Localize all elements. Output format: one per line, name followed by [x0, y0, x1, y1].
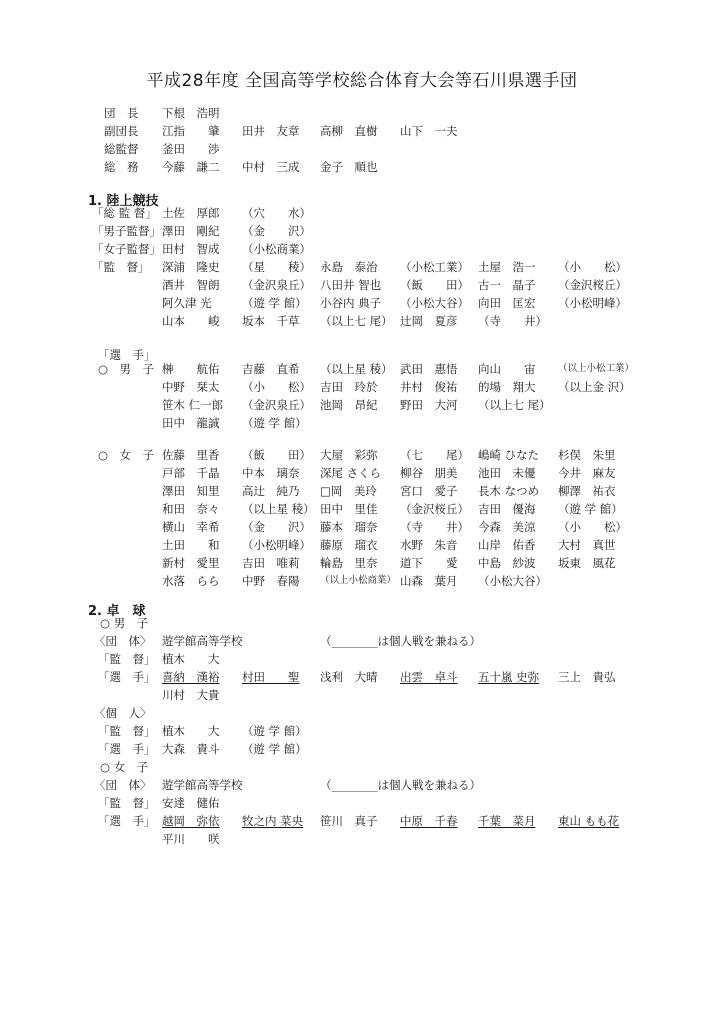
officer-role: 副団長 [104, 124, 139, 138]
roster-entry: （小松商業） [242, 242, 311, 256]
officer-name: 山下 一夫 [400, 124, 458, 138]
roster-entry: 長木 なつめ [478, 484, 540, 498]
coach-name: 植木 大 [162, 652, 220, 666]
player-name: 三上 貴弘 [558, 670, 616, 684]
team-school: 遊学館高等学校 [162, 778, 243, 792]
roster-entry: 笹木 仁一郎 [162, 398, 224, 412]
roster-entry: 的場 翔大 [478, 380, 536, 394]
player-name: 川村 大貴 [162, 688, 220, 702]
team-note: （________は個人戦を兼ねる） [320, 778, 481, 792]
roster-entry: 大村 真世 [558, 538, 616, 552]
roster-entry: 吉田 玲於 [320, 380, 378, 394]
coach-label: 「監 督」 [98, 652, 156, 666]
row-label: 「監 督」 [92, 260, 150, 274]
players-label: 「選 手」 [98, 348, 156, 362]
section-title-table-tennis: 2. 卓 球 [88, 604, 146, 619]
roster-entry: 輪島 里奈 [320, 556, 378, 570]
roster-entry: 吉藤 直希 [242, 362, 300, 376]
player-name: 五十嵐 史弥 [478, 670, 540, 684]
officer-name: 江指 肇 [162, 124, 220, 138]
player-name: 中原 千春 [400, 814, 458, 828]
roster-entry: 阿久津 光 [162, 296, 212, 310]
roster-entry: 吉田 唯莉 [242, 556, 300, 570]
player-name: 出雲 卓斗 [400, 670, 458, 684]
row-label: 「男子監督」 [92, 224, 161, 238]
coach-label: 「監 督」 [98, 724, 156, 738]
roster-entry: 高辻 純乃 [242, 484, 300, 498]
roster-entry: （飯 田） [242, 448, 311, 462]
roster-entry: （小 松） [558, 260, 627, 274]
coach-label: 「監 督」 [98, 796, 156, 810]
roster-entry: （小松明峰） [558, 296, 627, 310]
roster-entry: 田中 龍誠 [162, 416, 220, 430]
player-name: 大森 貴斗 [162, 742, 220, 756]
officer-name: 高柳 直樹 [320, 124, 378, 138]
roster-entry: 中本 璃奈 [242, 466, 300, 480]
coach-name: 植木 大 [162, 724, 220, 738]
officer-name: 下根 浩明 [162, 106, 220, 120]
player-name: 平川 咲 [162, 832, 220, 846]
team-label: 〈団 体〉 [94, 778, 152, 792]
roster-entry: 道下 愛 [400, 556, 458, 570]
roster-entry: （小松工業） [400, 260, 469, 274]
roster-entry: 永島 泰治 [320, 260, 378, 274]
player-name: 笹川 真子 [320, 814, 378, 828]
roster-entry: 辻岡 夏彦 [400, 314, 458, 328]
row-label: 「女子監督」 [92, 242, 161, 256]
row-label: ○ 女 子 [98, 448, 155, 462]
players-label: 「選 手」 [98, 670, 156, 684]
roster-entry: （以上七 尾） [478, 398, 551, 412]
roster-entry: （小松大谷） [478, 574, 547, 588]
roster-entry: 向山 宙 [478, 362, 536, 376]
row-label: ○ 男 子 [98, 362, 155, 376]
roster-entry: 池田 未優 [478, 466, 536, 480]
roster-entry: （以上金 沢） [558, 380, 631, 394]
players-label: 「選 手」 [98, 742, 156, 756]
section-title-athletics: 1. 陸上競技 [88, 194, 159, 209]
roster-entry: 佐藤 里香 [162, 448, 220, 462]
team-school: 遊学館高等学校 [162, 634, 243, 648]
tt-women-label: ○ 女 子 [100, 760, 149, 774]
officer-name: 金子 順也 [320, 160, 378, 174]
roster-entry: 八田井 智也 [320, 278, 382, 292]
roster-entry: 杉俣 朱里 [558, 448, 616, 462]
roster-entry: 小谷内 典子 [320, 296, 382, 310]
roster-entry: （小 松） [242, 380, 311, 394]
roster-entry: 向田 匡宏 [478, 296, 536, 310]
roster-entry: （以上七 尾） [320, 314, 393, 328]
roster-entry: 新村 愛里 [162, 556, 220, 570]
roster-entry: 山岸 佑香 [478, 538, 536, 552]
team-label: 〈団 体〉 [94, 634, 152, 648]
roster-entry: （遊 学 館） [558, 502, 623, 516]
roster-entry: 藤本 瑠奈 [320, 520, 378, 534]
roster-entry: （飯 田） [400, 278, 469, 292]
tt-men-label: ○ 男 子 [100, 616, 149, 630]
officer-role: 総 務 [104, 160, 139, 174]
roster-entry: 坂本 千草 [242, 314, 300, 328]
player-name: 牧之内 菜央 [242, 814, 304, 828]
roster-entry: 水落 らら [162, 574, 220, 588]
roster-entry: 嶋崎 ひなた [478, 448, 540, 462]
roster-entry: （金沢泉丘） [242, 278, 311, 292]
roster-entry: 土田 和 [162, 538, 220, 552]
roster-entry: （寺 井） [400, 520, 469, 534]
roster-entry: □岡 美玲 [320, 484, 377, 498]
roster-entry: （金沢桜丘） [400, 502, 469, 516]
roster-entry: （小松大谷） [400, 296, 469, 310]
roster-entry: （星 稜） [242, 260, 311, 274]
roster-entry: 中野 栞太 [162, 380, 220, 394]
roster-entry: 澤田 知里 [162, 484, 220, 498]
roster-entry: 和田 奈々 [162, 502, 220, 516]
officer-role: 団 長 [104, 106, 139, 120]
roster-entry: 宮口 愛子 [400, 484, 458, 498]
officer-role: 総監督 [104, 142, 139, 156]
roster-entry: （金 沢） [242, 520, 311, 534]
officer-name: 中村 三成 [242, 160, 300, 174]
roster-entry: 藤原 瑠衣 [320, 538, 378, 552]
roster-entry: （遊 学 館） [242, 296, 307, 310]
officer-name: 田井 友章 [242, 124, 300, 138]
officer-name: 釜田 渉 [162, 142, 220, 156]
roster-entry: 山森 葉月 [400, 574, 458, 588]
players-label: 「選 手」 [98, 814, 156, 828]
player-name: 喜納 漢裕 [162, 670, 220, 684]
roster-entry: 山本 峻 [162, 314, 220, 328]
player-name: 越岡 弥依 [162, 814, 220, 828]
roster-entry: 吉田 優海 [478, 502, 536, 516]
roster-entry: 大屋 彩弥 [320, 448, 378, 462]
roster-entry: （小松明峰） [242, 538, 311, 552]
coach-name: 安達 健佑 [162, 796, 220, 810]
roster-entry: 横山 幸希 [162, 520, 220, 534]
roster-entry: 野田 大河 [400, 398, 458, 412]
roster-entry: 榊 航佑 [162, 362, 220, 376]
roster-entry: 今森 美涼 [478, 520, 536, 534]
roster-entry: 深尾 さくら [320, 466, 382, 480]
individual-label: 〈個 人〉 [94, 706, 152, 720]
roster-entry: （以上星 稜） [242, 502, 315, 516]
roster-entry: 酒井 智朗 [162, 278, 220, 292]
roster-entry: （以上小松工業） [558, 363, 635, 374]
roster-entry: 柳澤 祐衣 [558, 484, 616, 498]
roster-entry: （金 沢） [242, 224, 311, 238]
roster-entry: 田中 里佳 [320, 502, 378, 516]
roster-entry: 柳谷 朋美 [400, 466, 458, 480]
roster-entry: 坂東 風花 [558, 556, 616, 570]
team-note: （________は個人戦を兼ねる） [320, 634, 481, 648]
row-label: 「総 監 督」 [92, 206, 157, 220]
roster-entry: （金沢泉丘） [242, 398, 311, 412]
officer-name: 今藤 謙二 [162, 160, 220, 174]
roster-entry: 中野 春陽 [242, 574, 300, 588]
player-name: 千葉 菜月 [478, 814, 536, 828]
roster-entry: 深浦 隆史 [162, 260, 220, 274]
roster-entry: 今井 麻友 [558, 466, 616, 480]
roster-entry: 井村 俊祐 [400, 380, 458, 394]
roster-entry: 土屋 浩一 [478, 260, 536, 274]
roster-entry: （金沢桜丘） [558, 278, 627, 292]
roster-entry: 田村 智成 [162, 242, 220, 256]
roster-entry: （以上小松商業） [320, 575, 397, 586]
roster-entry: 古一 晶子 [478, 278, 536, 292]
player-school: （遊 学 館） [242, 742, 307, 756]
coach-school: （遊 学 館） [242, 724, 307, 738]
roster-entry: （穴 水） [242, 206, 311, 220]
roster-entry: 水野 朱音 [400, 538, 458, 552]
player-name: 東山 もも花 [558, 814, 620, 828]
roster-entry: （以上星 稜） [320, 362, 393, 376]
roster-entry: 中島 紗波 [478, 556, 536, 570]
roster-entry: （寺 井） [478, 314, 547, 328]
document-title: 平成28年度 全国高等学校総合体育大会等石川県選手団 [146, 71, 578, 91]
roster-entry: 武田 惠悟 [400, 362, 458, 376]
roster-entry: 池岡 昂紀 [320, 398, 378, 412]
roster-entry: 土佐 厚郎 [162, 206, 220, 220]
roster-entry: （小 松） [558, 520, 627, 534]
roster-entry: （遊 学 館） [242, 416, 307, 430]
player-name: 村田 聖 [242, 670, 300, 684]
roster-entry: （七 尾） [400, 448, 469, 462]
roster-entry: 澤田 剛紀 [162, 224, 220, 238]
roster-entry: 戸部 千晶 [162, 466, 220, 480]
player-name: 浅利 大晴 [320, 670, 378, 684]
